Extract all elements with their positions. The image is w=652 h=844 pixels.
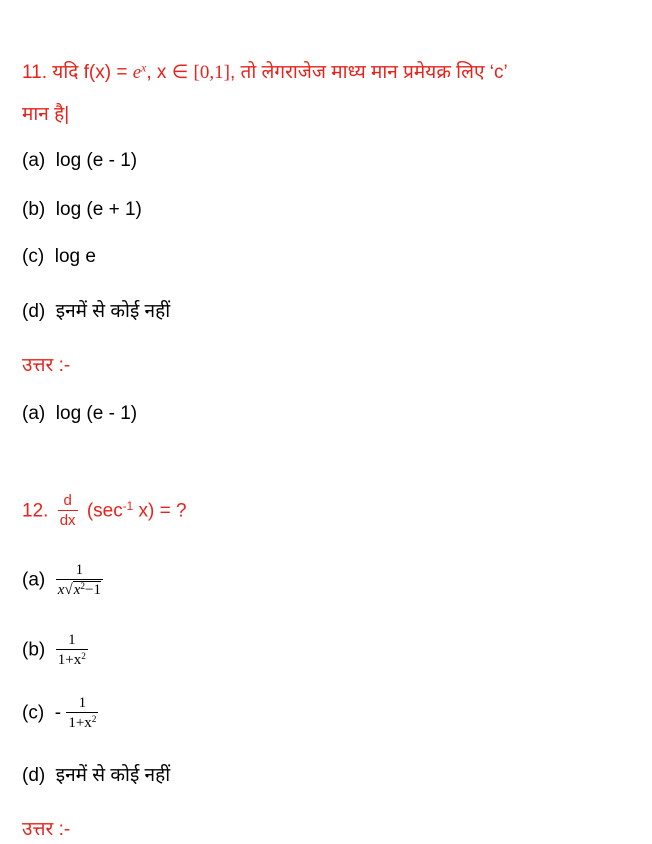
q12-number: 12. [22,500,49,522]
q11-option-b [22,199,142,221]
q12-option-a-fraction [56,562,103,599]
option-text: log (e + 1) [55,199,142,220]
q12-option-c-fraction [66,695,98,732]
answer-option-label: (a) [22,403,46,424]
option-label: (b) [22,199,46,220]
option-text: इनमें से कोई नहीं [55,301,171,322]
q12-answer-label: उत्तर :- [22,819,71,840]
q12-derivative-operator [58,493,78,530]
sqrt-radicand [73,581,101,598]
option-prefix: - [54,702,62,724]
option-label: (c) [22,702,45,724]
q11-domain-var: , x ∈ [146,62,194,83]
q11-stem [22,58,508,84]
q12-option-c [22,695,98,732]
q12-option-b [22,632,88,669]
q12-expr-pre: (sec [86,500,123,522]
option-text: log e [54,246,96,267]
q12-option-d [22,761,170,787]
q11-option-d [22,297,170,323]
q11-option-c [22,246,96,268]
q12-d-numerator: d [63,492,72,509]
q11-fx-base: e [132,62,142,83]
option-label: (d) [22,301,46,322]
q11-number: 11. [22,62,48,83]
q12-expr-sup: -1 [122,499,134,513]
q11-text-b: , तो लेगराजेज माध्य मान प्रमेयक्र लिए ‘c’ [229,62,508,83]
q12-option-b-fraction [56,632,88,669]
q11-fx-exp: x [141,61,147,75]
option-label: (a) [22,569,46,591]
option-label: (c) [22,246,45,267]
q12-stem [22,493,187,530]
q11-stem-continued: मान है| [22,104,70,125]
den-exp: 2 [91,714,97,725]
option-text: इनमें से कोई नहीं [55,765,171,786]
answer-option-text: log (e - 1) [55,403,138,424]
q11-option-a [22,150,137,172]
den-text: 1+x [68,714,92,731]
fraction-numerator: 1 [75,562,84,578]
option-label: (b) [22,639,46,661]
fraction-numerator: 1 [68,632,76,648]
q12-option-a [22,562,103,599]
fraction-denominator: $x√x^2-1$ [56,579,103,599]
q11-answer [22,403,137,425]
option-label: (a) [22,150,46,171]
fraction-denominator [66,712,98,732]
den-var: x [57,581,65,598]
radicand-var: x [73,581,81,598]
den-exp: 2 [81,651,86,662]
option-label: (d) [22,765,46,786]
radicand-exp: 2 [80,581,86,592]
fraction-denominator [56,649,88,669]
den-text: 1+x [57,651,82,668]
q12-d-denominator: dx [59,511,76,529]
q11-answer-label: उत्तर :- [22,355,71,376]
q11-text-a: यदि f(x) = [47,62,133,83]
q12-expr-post: x) = ? [133,500,187,522]
radicand-post: −1 [85,581,101,598]
fraction-numerator: 1 [78,695,87,711]
option-text: log (e - 1) [55,150,138,171]
q11-domain-interval: [0,1] [193,62,230,83]
